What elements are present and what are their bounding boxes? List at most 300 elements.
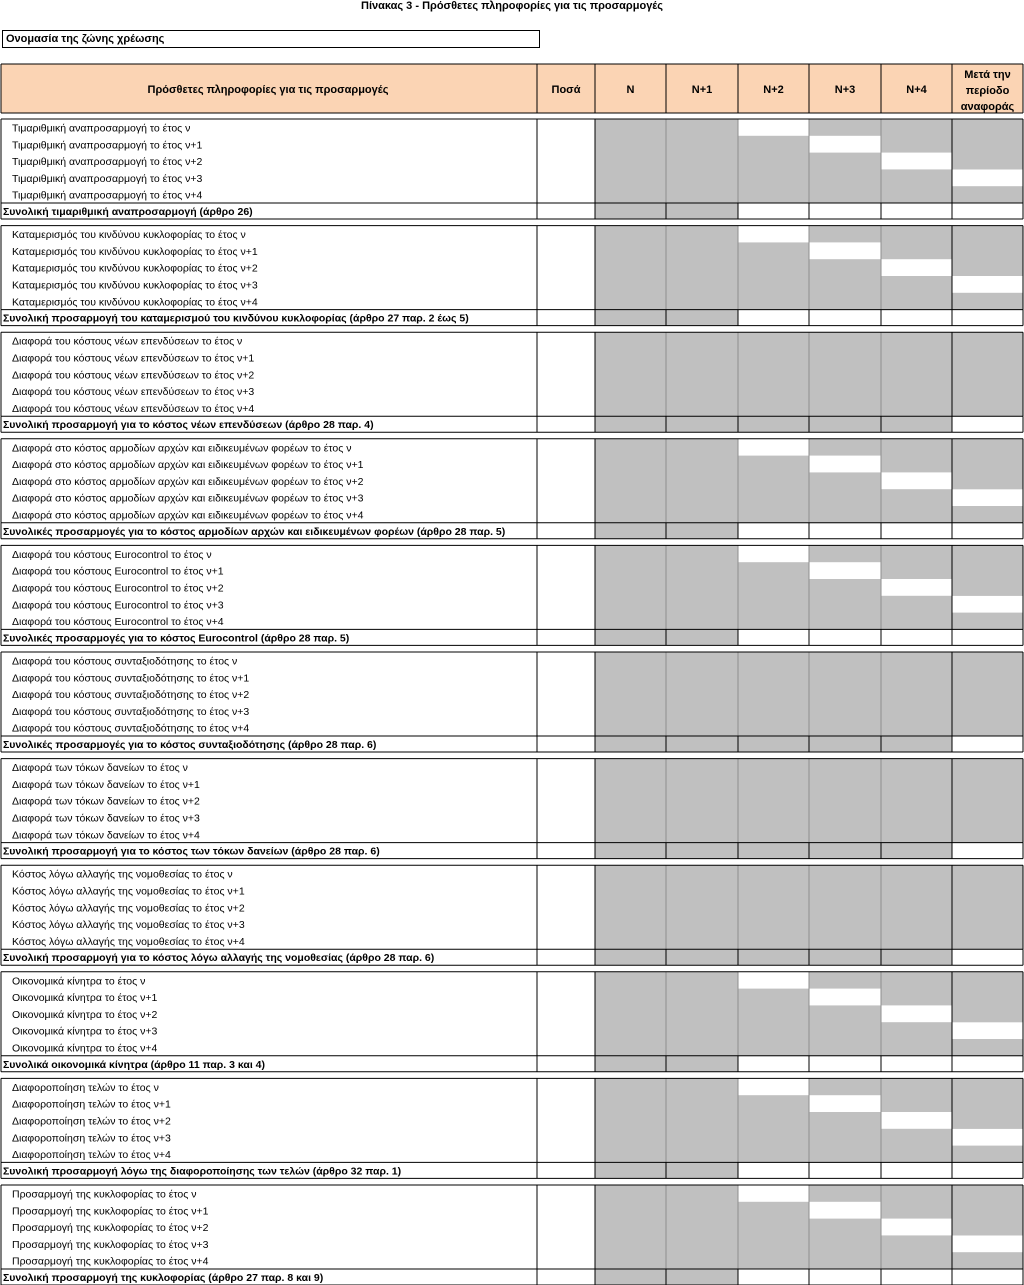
shaded-cell xyxy=(666,702,738,719)
shaded-cell xyxy=(666,1078,738,1095)
input-cell[interactable] xyxy=(881,153,952,170)
shaded-cell xyxy=(881,613,952,630)
shaded-cell xyxy=(809,226,881,243)
shaded-cell xyxy=(881,1078,952,1095)
shaded-cell xyxy=(738,1112,809,1129)
input-cell[interactable] xyxy=(952,1235,1023,1252)
item-label: Οικονομικά κίνητρα το έτος ν+4 xyxy=(12,1042,158,1055)
shaded-cell xyxy=(666,579,738,596)
shaded-cell xyxy=(666,489,738,506)
shaded-cell xyxy=(738,613,809,630)
shaded-cell xyxy=(952,826,1023,843)
shaded-cell xyxy=(738,916,809,933)
total-label: Συνολικές προσαρμογές για το κόστος συνταξιοδότησης (άρθρο 28 παρ. 6) xyxy=(3,739,377,751)
shaded-cell xyxy=(666,226,738,243)
shaded-cell xyxy=(809,719,881,736)
shaded-cell xyxy=(738,456,809,473)
shaded-cell xyxy=(809,669,881,686)
shaded-cell xyxy=(666,826,738,843)
item-label: Διαφορά του κόστους συνταξιοδότησης το έτος ν+3 xyxy=(12,705,250,718)
shaded-cell xyxy=(809,186,881,203)
shaded-cell xyxy=(595,226,666,243)
shaded-cell xyxy=(952,972,1023,1022)
shaded-cell xyxy=(595,186,666,203)
item-label: Τιμαριθμική αναπροσαρμογή το έτος ν+2 xyxy=(12,156,203,169)
total-label: Συνολική προσαρμογή της κυκλοφορίας (άρθρο 27 παρ. 8 και 9) xyxy=(3,1272,324,1284)
shaded-cell xyxy=(666,989,738,1006)
item-label: Τιμαριθμική αναπροσαρμογή το έτος ν+1 xyxy=(12,139,203,152)
shaded-cell xyxy=(809,702,881,719)
shaded-cell xyxy=(809,472,881,489)
shaded-cell xyxy=(738,169,809,186)
shaded-cell xyxy=(738,652,809,669)
shaded-cell xyxy=(595,136,666,153)
shaded-cell xyxy=(666,882,738,899)
item-label: Τιμαριθμική αναπροσαρμογή το έτος ν+4 xyxy=(12,189,203,202)
shaded-cell xyxy=(738,669,809,686)
shaded-cell xyxy=(881,383,952,400)
input-cell[interactable] xyxy=(952,169,1023,186)
item-label: Καταμερισμός του κινδύνου κυκλοφορίας το έτος ν+2 xyxy=(12,262,258,275)
shaded-cell xyxy=(952,613,1023,630)
shaded-cell xyxy=(738,1202,809,1219)
shaded-cell xyxy=(666,119,738,136)
input-cell[interactable] xyxy=(809,562,881,579)
shaded-cell xyxy=(809,613,881,630)
shaded-cell xyxy=(809,596,881,613)
shaded-cell xyxy=(881,562,952,579)
shaded-cell xyxy=(738,1005,809,1022)
shaded-cell xyxy=(738,865,809,882)
shaded-cell xyxy=(666,809,738,826)
shaded-cell xyxy=(666,1219,738,1236)
header-after-period xyxy=(961,69,1015,113)
table-section xyxy=(3,226,1023,326)
shaded-cell xyxy=(666,439,738,456)
shaded-cell xyxy=(881,506,952,523)
shaded-cell xyxy=(666,545,738,562)
shaded-cell xyxy=(738,1022,809,1039)
total-label: Συνολική προσαρμογή για το κόστος νέων επενδύσεων (άρθρο 28 παρ. 4) xyxy=(3,419,374,432)
shaded-cell xyxy=(881,669,952,686)
shaded-cell xyxy=(738,792,809,809)
shaded-cell xyxy=(809,489,881,506)
total-label: Συνολική τιμαριθμική αναπροσαρμογή (άρθρο 26) xyxy=(3,206,253,218)
shaded-cell xyxy=(595,669,666,686)
shaded-cell xyxy=(881,596,952,613)
table-section xyxy=(3,759,1023,859)
shaded-cell xyxy=(952,366,1023,383)
shaded-cell xyxy=(738,153,809,170)
total-label: Συνολική προσαρμογή για το κόστος των τόκων δανείων (άρθρο 28 παρ. 6) xyxy=(3,845,380,858)
shaded-cell xyxy=(595,792,666,809)
shaded-cell xyxy=(738,899,809,916)
shaded-cell xyxy=(666,865,738,882)
shaded-cell xyxy=(809,366,881,383)
shaded-cell xyxy=(738,1219,809,1236)
shaded-cell xyxy=(809,652,881,669)
input-cell[interactable] xyxy=(881,579,952,596)
shaded-cell xyxy=(809,1129,881,1146)
shaded-cell xyxy=(881,989,952,1006)
shaded-cell xyxy=(666,1185,738,1202)
item-label: Διαφορά στο κόστος αρμοδίων αρχών και ειδικευμένων φορέων το έτος ν+2 xyxy=(12,475,364,488)
input-cell[interactable] xyxy=(809,242,881,259)
shaded-cell xyxy=(738,472,809,489)
item-label: Διαφορά του κόστους νέων επενδύσεων το έτος ν+2 xyxy=(12,369,255,382)
shaded-cell xyxy=(809,972,881,989)
shaded-cell xyxy=(666,153,738,170)
input-cell[interactable] xyxy=(881,1219,952,1236)
shaded-cell xyxy=(666,1129,738,1146)
shaded-cell xyxy=(738,186,809,203)
table-section xyxy=(3,972,1023,1072)
shaded-cell xyxy=(595,613,666,630)
shaded-cell xyxy=(738,259,809,276)
item-label: Κόστος λόγω αλλαγής της νομοθεσίας το έτος ν+4 xyxy=(12,935,245,948)
shaded-cell xyxy=(595,472,666,489)
shaded-cell xyxy=(809,1005,881,1022)
header-year-n2: N+2 xyxy=(763,84,784,96)
shaded-cell xyxy=(809,383,881,400)
shaded-cell xyxy=(738,506,809,523)
input-cell[interactable] xyxy=(809,989,881,1006)
item-label: Διαφορά του κόστους Eurocontrol το έτος ν+1 xyxy=(12,565,224,578)
item-label: Διαφορά των τόκων δανείων το έτος ν xyxy=(12,762,188,775)
shaded-cell xyxy=(738,276,809,293)
shaded-cell xyxy=(952,293,1023,310)
item-label: Προσαρμογή της κυκλοφορίας το έτος ν+1 xyxy=(12,1205,209,1218)
input-cell[interactable] xyxy=(738,1185,809,1202)
shaded-cell xyxy=(952,119,1023,169)
input-cell[interactable] xyxy=(881,259,952,276)
shaded-cell xyxy=(666,293,738,310)
shaded-cell xyxy=(666,669,738,686)
table-body xyxy=(3,119,1023,1285)
shaded-cell xyxy=(595,1112,666,1129)
shaded-cell xyxy=(595,775,666,792)
shaded-cell xyxy=(595,916,666,933)
shaded-cell xyxy=(738,702,809,719)
shaded-cell xyxy=(809,809,881,826)
shaded-cell xyxy=(666,792,738,809)
shaded-cell xyxy=(666,1005,738,1022)
shaded-cell xyxy=(881,1202,952,1219)
shaded-cell xyxy=(881,775,952,792)
shaded-cell xyxy=(809,1252,881,1269)
item-label: Διαφορά στο κόστος αρμοδίων αρχών και ειδικευμένων φορέων το έτος ν+4 xyxy=(12,509,364,522)
input-cell[interactable] xyxy=(952,276,1023,293)
shaded-cell xyxy=(809,1185,881,1202)
shaded-cell xyxy=(738,349,809,366)
input-cell[interactable] xyxy=(738,545,809,562)
shaded-cell xyxy=(738,399,809,416)
table-section xyxy=(3,865,1023,965)
shaded-cell xyxy=(666,136,738,153)
shaded-cell xyxy=(595,456,666,473)
item-label: Προσαρμογή της κυκλοφορίας το έτος ν+3 xyxy=(12,1238,209,1251)
shaded-cell xyxy=(881,1252,952,1269)
shaded-cell xyxy=(738,809,809,826)
input-cell[interactable] xyxy=(809,456,881,473)
shaded-cell xyxy=(881,545,952,562)
shaded-cell xyxy=(666,242,738,259)
shaded-cell xyxy=(952,792,1023,809)
shaded-cell xyxy=(595,1235,666,1252)
shaded-cell xyxy=(595,579,666,596)
input-cell[interactable] xyxy=(952,596,1023,613)
header-description: Πρόσθετες πληροφορίες για τις προσαρμογές xyxy=(147,84,389,96)
shaded-cell xyxy=(952,226,1023,276)
input-cell[interactable] xyxy=(809,1095,881,1112)
shaded-cell xyxy=(666,1095,738,1112)
shaded-cell xyxy=(595,242,666,259)
item-label: Διαφορά των τόκων δανείων το έτος ν+1 xyxy=(12,778,200,791)
shaded-cell xyxy=(738,989,809,1006)
shaded-cell xyxy=(952,349,1023,366)
item-label: Διαφορά του κόστους Eurocontrol το έτος ν+2 xyxy=(12,582,224,595)
shaded-cell xyxy=(952,775,1023,792)
shaded-cell xyxy=(952,1185,1023,1235)
shaded-cell xyxy=(809,899,881,916)
item-label: Διαφορά του κόστους συνταξιοδότησης το έτος ν xyxy=(12,655,238,668)
shaded-cell xyxy=(666,1022,738,1039)
shaded-cell xyxy=(595,1095,666,1112)
shaded-cell xyxy=(738,1252,809,1269)
shaded-cell xyxy=(595,882,666,899)
shaded-cell xyxy=(881,1235,952,1252)
shaded-cell xyxy=(595,169,666,186)
shaded-cell xyxy=(595,1185,666,1202)
shaded-cell xyxy=(881,686,952,703)
shaded-cell xyxy=(595,506,666,523)
shaded-cell xyxy=(809,259,881,276)
shaded-cell xyxy=(595,826,666,843)
item-label: Διαφορά του κόστους Eurocontrol το έτος ν+4 xyxy=(12,616,224,629)
item-label: Προσαρμογή της κυκλοφορίας το έτος ν xyxy=(12,1188,197,1201)
item-label: Τιμαριθμική αναπροσαρμογή το έτος ν+3 xyxy=(12,172,203,185)
shaded-cell xyxy=(595,399,666,416)
item-label: Οικονομικά κίνητρα το έτος ν xyxy=(12,975,146,988)
shaded-cell xyxy=(809,1146,881,1163)
shaded-cell xyxy=(595,439,666,456)
shaded-cell xyxy=(952,1146,1023,1163)
item-label: Διαφοροποίηση τελών το έτος ν xyxy=(12,1081,159,1094)
shaded-cell xyxy=(738,562,809,579)
header-after-line: Μετά την xyxy=(964,69,1011,81)
item-label: Κόστος λόγω αλλαγής της νομοθεσίας το έτος ν+2 xyxy=(12,902,245,915)
shaded-cell xyxy=(666,686,738,703)
shaded-cell xyxy=(738,775,809,792)
shaded-cell xyxy=(952,652,1023,669)
shaded-cell xyxy=(595,1219,666,1236)
item-label: Διαφορά του κόστους νέων επενδύσεων το έτος ν+3 xyxy=(12,386,255,399)
table-section xyxy=(3,332,1023,432)
shaded-cell xyxy=(666,456,738,473)
total-label: Συνολικές προσαρμογές για το κόστος αρμοδίων αρχών και ειδικευμένων φορέων (άρθρο 28 παρ. 5) xyxy=(3,525,506,538)
input-cell[interactable] xyxy=(881,1112,952,1129)
shaded-cell xyxy=(738,949,952,965)
shaded-cell xyxy=(809,792,881,809)
input-cell[interactable] xyxy=(738,439,809,456)
input-cell[interactable] xyxy=(738,1078,809,1095)
shaded-cell xyxy=(881,366,952,383)
shaded-cell xyxy=(881,439,952,456)
shaded-cell xyxy=(666,186,738,203)
shaded-cell xyxy=(881,1146,952,1163)
item-label: Διαφορά του κόστους νέων επενδύσεων το έτος ν xyxy=(12,335,243,348)
charging-zone-label: Ονομασία της ζώνης χρέωσης xyxy=(6,33,165,45)
table-section xyxy=(3,652,1023,752)
input-cell[interactable] xyxy=(809,136,881,153)
shaded-cell xyxy=(881,399,952,416)
shaded-cell xyxy=(666,1235,738,1252)
item-label: Διαφορά των τόκων δανείων το έτος ν+4 xyxy=(12,829,200,842)
item-label: Διαφορά του κόστους συνταξιοδότησης το έτος ν+4 xyxy=(12,722,250,735)
item-label: Διαφορά του κόστους Eurocontrol το έτος ν+3 xyxy=(12,599,224,612)
shaded-cell xyxy=(738,686,809,703)
item-label: Διαφορά των τόκων δανείων το έτος ν+3 xyxy=(12,812,200,825)
shaded-cell xyxy=(952,899,1023,916)
item-label: Καταμερισμός του κινδύνου κυκλοφορίας το έτος ν xyxy=(12,229,246,242)
shaded-cell xyxy=(666,916,738,933)
shaded-cell xyxy=(666,399,738,416)
page-title: Πίνακας 3 - Πρόσθετες πληροφορίες για τις προσαρμογές xyxy=(361,0,663,12)
shaded-cell xyxy=(881,972,952,989)
shaded-cell xyxy=(881,719,952,736)
shaded-cell xyxy=(809,293,881,310)
shaded-cell xyxy=(666,775,738,792)
shaded-cell xyxy=(738,293,809,310)
shaded-cell xyxy=(952,332,1023,349)
item-label: Προσαρμογή της κυκλοφορίας το έτος ν+2 xyxy=(12,1222,209,1235)
shaded-cell xyxy=(952,186,1023,203)
shaded-cell xyxy=(666,759,738,776)
shaded-cell xyxy=(595,293,666,310)
shaded-cell xyxy=(952,809,1023,826)
input-cell[interactable] xyxy=(738,972,809,989)
shaded-cell xyxy=(666,1202,738,1219)
shaded-cell xyxy=(809,119,881,136)
shaded-cell xyxy=(809,882,881,899)
shaded-cell xyxy=(952,1252,1023,1269)
shaded-cell xyxy=(809,1235,881,1252)
shaded-cell xyxy=(666,972,738,989)
shaded-cell xyxy=(666,472,738,489)
input-cell[interactable] xyxy=(738,119,809,136)
header-amount: Ποσά xyxy=(551,84,581,96)
input-cell[interactable] xyxy=(881,472,952,489)
shaded-cell xyxy=(809,686,881,703)
shaded-cell xyxy=(952,865,1023,882)
shaded-cell xyxy=(809,579,881,596)
shaded-cell xyxy=(666,596,738,613)
item-label: Διαφορά στο κόστος αρμοδίων αρχών και ειδικευμένων φορέων το έτος ν xyxy=(12,442,352,455)
item-label: Καταμερισμός του κινδύνου κυκλοφορίας το έτος ν+1 xyxy=(12,245,258,258)
shaded-cell xyxy=(738,136,809,153)
item-label: Διαφοροποίηση τελών το έτος ν+4 xyxy=(12,1149,171,1162)
shaded-cell xyxy=(595,366,666,383)
shaded-cell xyxy=(595,865,666,882)
header-after-line: αναφοράς xyxy=(960,101,1015,113)
shaded-cell xyxy=(595,332,666,349)
shaded-cell xyxy=(881,242,952,259)
shaded-cell xyxy=(738,416,952,432)
shaded-cell xyxy=(595,596,666,613)
shaded-cell xyxy=(881,809,952,826)
shaded-cell xyxy=(809,153,881,170)
shaded-cell xyxy=(952,383,1023,400)
item-label: Διαφορά του κόστους Eurocontrol το έτος ν xyxy=(12,548,212,561)
input-cell[interactable] xyxy=(952,1129,1023,1146)
shaded-cell xyxy=(595,809,666,826)
item-label: Διαφορά στο κόστος αρμοδίων αρχών και ειδικευμένων φορέων το έτος ν+3 xyxy=(12,492,364,505)
shaded-cell xyxy=(595,719,666,736)
shaded-cell xyxy=(738,719,809,736)
shaded-cell xyxy=(809,759,881,776)
shaded-cell xyxy=(595,759,666,776)
shaded-cell xyxy=(952,759,1023,776)
item-label: Κόστος λόγω αλλαγής της νομοθεσίας το έτος ν xyxy=(12,868,233,881)
shaded-cell xyxy=(595,686,666,703)
shaded-cell xyxy=(881,826,952,843)
shaded-cell xyxy=(809,826,881,843)
shaded-cell xyxy=(881,489,952,506)
shaded-cell xyxy=(666,719,738,736)
shaded-cell xyxy=(738,1129,809,1146)
item-label: Οικονομικά κίνητρα το έτος ν+1 xyxy=(12,992,158,1005)
shaded-cell xyxy=(881,792,952,809)
shaded-cell xyxy=(738,736,952,752)
header-year-n: N xyxy=(626,84,635,96)
input-cell[interactable] xyxy=(738,226,809,243)
item-label: Διαφοροποίηση τελών το έτος ν+2 xyxy=(12,1115,171,1128)
total-label: Συνολική προσαρμογή για το κόστος λόγω αλλαγής της νομοθεσίας (άρθρο 28 παρ. 6) xyxy=(3,952,435,965)
shaded-cell xyxy=(738,1095,809,1112)
shaded-cell xyxy=(595,1252,666,1269)
total-label: Συνολικά οικονομικά κίνητρα (άρθρο 11 παρ. 3 και 4) xyxy=(3,1058,265,1071)
shaded-cell xyxy=(666,613,738,630)
shaded-cell xyxy=(738,1039,809,1056)
shaded-cell xyxy=(738,596,809,613)
item-label: Διαφορά του κόστους νέων επενδύσεων το έτος ν+1 xyxy=(12,352,255,365)
input-cell[interactable] xyxy=(952,489,1023,506)
input-cell[interactable] xyxy=(952,1022,1023,1039)
input-cell[interactable] xyxy=(809,1202,881,1219)
shaded-cell xyxy=(952,545,1023,595)
shaded-cell xyxy=(595,972,666,989)
shaded-cell xyxy=(738,242,809,259)
shaded-cell xyxy=(595,932,666,949)
item-label: Διαφορά του κόστους νέων επενδύσεων το έτος ν+4 xyxy=(12,402,255,415)
item-label: Κόστος λόγω αλλαγής της νομοθεσίας το έτος ν+3 xyxy=(12,919,245,932)
shaded-cell xyxy=(595,562,666,579)
shaded-cell xyxy=(809,1022,881,1039)
shaded-cell xyxy=(595,259,666,276)
shaded-cell xyxy=(952,686,1023,703)
input-cell[interactable] xyxy=(881,1005,952,1022)
shaded-cell xyxy=(595,1078,666,1095)
shaded-cell xyxy=(738,932,809,949)
item-label: Διαφορά του κόστους συνταξιοδότησης το έτος ν+1 xyxy=(12,672,250,685)
shaded-cell xyxy=(952,1039,1023,1056)
shaded-cell xyxy=(595,989,666,1006)
shaded-cell xyxy=(595,349,666,366)
shaded-cell xyxy=(809,775,881,792)
shaded-cell xyxy=(881,226,952,243)
shaded-cell xyxy=(881,882,952,899)
shaded-cell xyxy=(952,916,1023,933)
